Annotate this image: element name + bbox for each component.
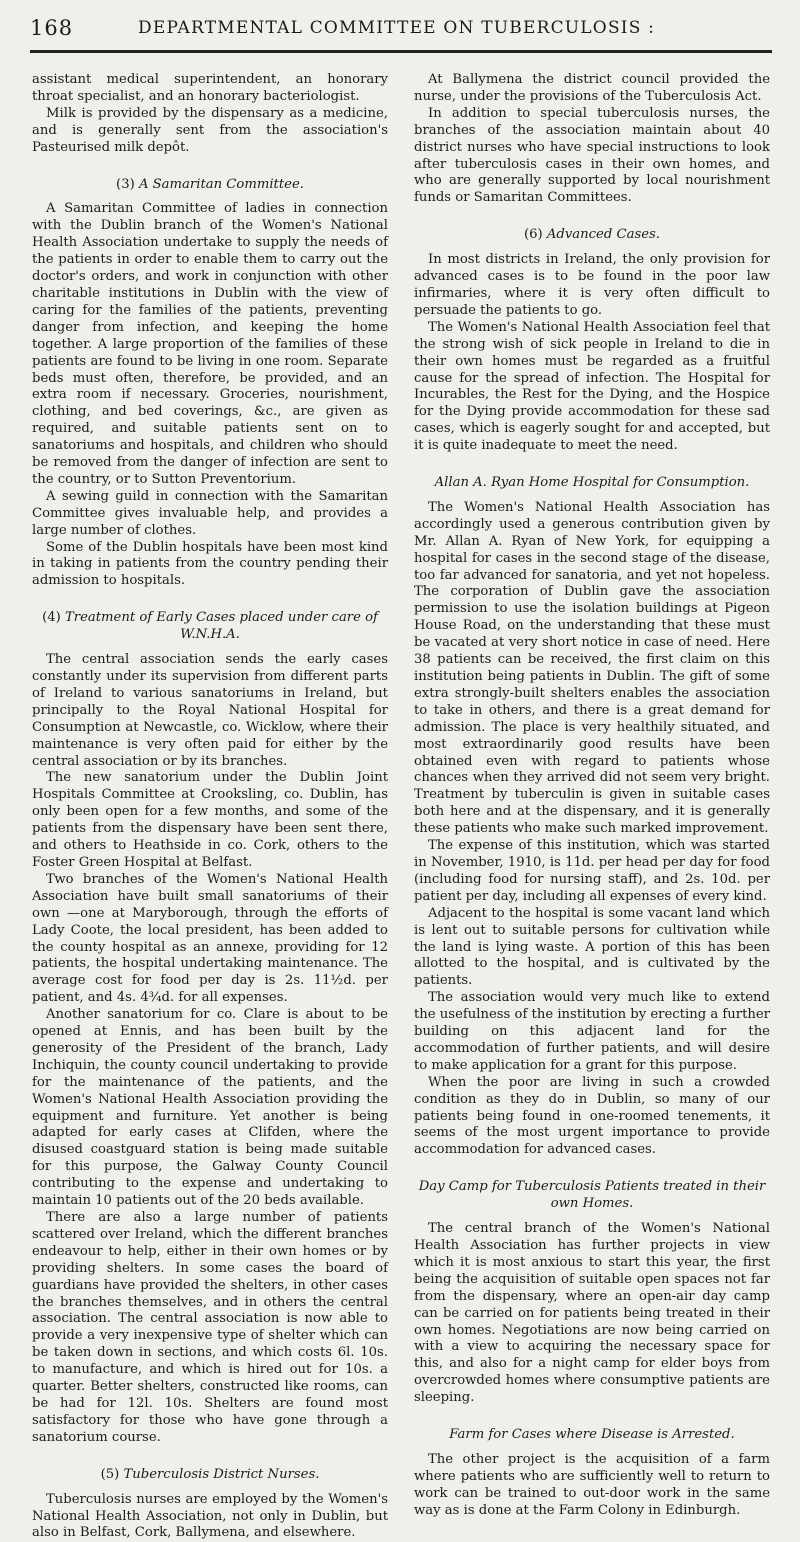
paragraph: In addition to special tuberculosis nurses, the branches of the association maintain about 40 district nurses who have special instructions to look after tuberculosis cases in their own homes, and who are generally supported by local nourishment funds or Samaritan Committees. [414, 105, 770, 206]
paragraph: The central association sends the early cases constantly under its supervision from different parts of Ireland to various sanatoriums in Ireland, but principally to the Royal National Hospital for Consumption at Newcastle, co. Wicklow, where their maintenance is very often paid for either by the central association or by its branches. [32, 652, 388, 769]
section-number: (5) [100, 1466, 120, 1482]
section-title: Treatment of Early Cases placed under care of W.N.H.A. [64, 610, 378, 643]
section-title: Farm for Cases where Disease is Arrested. [449, 1427, 735, 1443]
section-number: (3) [116, 176, 135, 192]
paragraph: In most districts in Ireland, the only provision for advanced cases is to be found in the poor law infirmaries, where it is very often difficult to persuade the patients to go. [414, 252, 770, 318]
running-title: DEPARTMENTAL COMMITTEE ON TUBERCULOSIS : [138, 18, 656, 38]
section-heading-5 [32, 1467, 388, 1484]
section-number: (6) [524, 227, 543, 243]
section-title: Advanced Cases. [546, 227, 660, 243]
section-heading-day-camp [414, 1179, 770, 1213]
paragraph: Milk is provided by the dispensary as a medicine, and is generally sent from the association's Pasteurised milk depôt. [32, 105, 388, 155]
section-title: Allan A. Ryan Home Hospital for Consumption. [434, 475, 750, 491]
paragraph: The other project is the acquisition of a farm where patients who are sufficiently well to return to work can be trained to out-door work in the same way as is done at the Farm Colony in Edinburgh. [414, 1451, 770, 1518]
paragraph: Some of the Dublin hospitals have been most kind in taking in patients from the country pending their admission to hospitals. [32, 539, 388, 589]
paragraph: Two branches of the Women's National Health Association have built small sanatoriums of their own —one at Maryborough, through the efforts of Lady Coote, the local president, has been added to the county hospital as an annexe, providing for 12 patients, the hospital undertaking maintenance. The average cost for food per day is 2s. 11½d. per patient, and 4s. 4¾d. for all expenses. [32, 871, 388, 1006]
paragraph: There are also a large number of patients scattered over Ireland, which the different branches endeavour to help, either in their own homes or by providing shelters. In some cases the board of guardians have provided the shelters, in other cases the branches themselves, and in others the central association. The central association is now able to provide a very inexpensive type of shelter which can be taken down in sections, and which costs 6l. 10s. to manufacture, and which is hired out for 10s. a quarter. Better shelters, constructed like rooms, can be had for 12l. 10s. Shelters are found most satisfactory for those who have gone through a sanatorium course. [32, 1210, 388, 1445]
section-title: Day Camp for Tuberculosis Patients treated in their own Homes. [418, 1179, 766, 1212]
paragraph: The new sanatorium under the Dublin Joint Hospitals Committee at Crooksling, co. Dublin, has only been open for a few months, and some of the patients from the dispensary have been sent there, and others to Heathside in co. Cork, others to the Foster Green Hospital at Belfast. [32, 770, 388, 870]
section-title: Tuberculosis District Nurses. [123, 1466, 320, 1482]
page-number: 168 [30, 16, 74, 40]
paragraph: A sewing guild in connection with the Samaritan Committee gives invaluable help, and provides a large number of clothes. [32, 488, 388, 538]
section-heading-3 [32, 177, 388, 194]
paragraph: The association would very much like to extend the usefulness of the institution by erecting a further building on this adjacent land for the accommodation of further patients, and will desire to make application for a grant for this purpose. [414, 990, 770, 1073]
left-column [32, 72, 388, 1542]
section-title: A Samaritan Committee. [138, 176, 304, 192]
section-number: (4) [42, 610, 61, 626]
section-heading-6 [414, 227, 770, 244]
paragraph: Adjacent to the hospital is some vacant land which is lent out to suitable persons for cultivation while the land is lying waste. A portion of this has been allotted to the hospital, and is cultivated by the patients. [414, 905, 770, 989]
paragraph: The expense of this institution, which was started in November, 1910, is 11d. per head per day for food (including food for nursing staff), and 2s. 10d. per patient per day, including all expenses of every kind. [414, 838, 770, 904]
section-heading-farm [414, 1427, 770, 1444]
paragraph: When the poor are living in such a crowded condition as they do in Dublin, so many of our patients being found in one-roomed tenements, it seems of the most urgent importance to provide accommodation for advanced cases. [414, 1074, 770, 1158]
paragraph: assistant medical superintendent, an honorary throat specialist, and an honorary bacteriologist. [32, 72, 388, 104]
paragraph: At Ballymena the district council provided the nurse, under the provisions of the Tuberculosis Act. [414, 72, 770, 104]
page-header [30, 10, 772, 53]
paragraph: A Samaritan Committee of ladies in connection with the Dublin branch of the Women's National Health Association undertake to supply the needs of the patients in order to enable them to carry out the doctor's orders, and work in conjunction with other charitable institutions in Dublin with the view of caring for the families of the patients, preventing danger from infection, and keeping the home together. A large proportion of the families of these patients are found to be living in one room. Separate beds must often, therefore, be provided, and an extra room if necessary. Groceries, nourishment, clothing, and bed coverings, &c., are given as required, and suitable patients sent on to sanatoriums and hospitals, and children who should be removed from the danger of infection are sent to the country, or to Sutton Preventorium. [32, 201, 388, 487]
section-heading-ryan-hospital [414, 475, 770, 492]
paragraph: Tuberculosis nurses are employed by the Women's National Health Association, not only in Dublin, but also in Belfast, Cork, Ballymena, and elsewhere. [32, 1491, 388, 1541]
section-heading-4 [32, 610, 388, 644]
paragraph: Another sanatorium for co. Clare is about to be opened at Ennis, and has been built by the generosity of the President of the branch, Lady Inchiquin, the county council undertaking to provide for the maintenance of the patients, and the Women's National Health Association providing the equipment and furniture. Yet another is being adapted for early cases at Clifden, where the disused coastguard station is being made suitable for this purpose, the Galway County Council contributing to the expense and undertaking to maintain 10 patients out of the 20 beds available. [32, 1007, 388, 1209]
right-column [414, 72, 770, 1520]
paragraph: The Women's National Health Association has accordingly used a generous contribution given by Mr. Allan A. Ryan of New York, for equipping a hospital for cases in the second stage of the disease, too far advanced for sanatoria, and yet not hopeless. The corporation of Dublin gave the association permission to use the isolation buildings at Pigeon House Road, on the understanding that these must be vacated at very short notice in case of need. Here 38 patients can be received, the first claim on this institution being patients in Dublin. The gift of some extra strongly-built shelters enables the association to take in others, and there is a great demand for admission. The place is very healthily situated, and most extraordinarily good results have been obtained even with regard to patients whose chances when they arrived did not seem very bright. Treatment by tuberculin is given in suitable cases both here and at the dispensary, and it is generally these patients who make such marked improvement. [414, 499, 770, 837]
paragraph: The Women's National Health Association feel that the strong wish of sick people in Ireland to die in their own homes must be regarded as a fruitful cause for the spread of infection. The Hospital for Incurables, the Rest for the Dying, and the Hospice for the Dying provide accommodation for these sad cases, which is eagerly sought for and accepted, but it is quite inadequate to meet the need. [414, 319, 770, 454]
paragraph: The central branch of the Women's National Health Association has further projects in view which it is most anxious to start this year, the first being the acquisition of suitable open spaces not far from the dispensary, where an open-air day camp can be carried on for patients being treated in their own homes. Negotiations are now being carried on with a view to acquiring the necessary space for this, and also for a night camp for elder boys from overcrowded homes where consumptive patients are sleeping. [414, 1221, 770, 1406]
